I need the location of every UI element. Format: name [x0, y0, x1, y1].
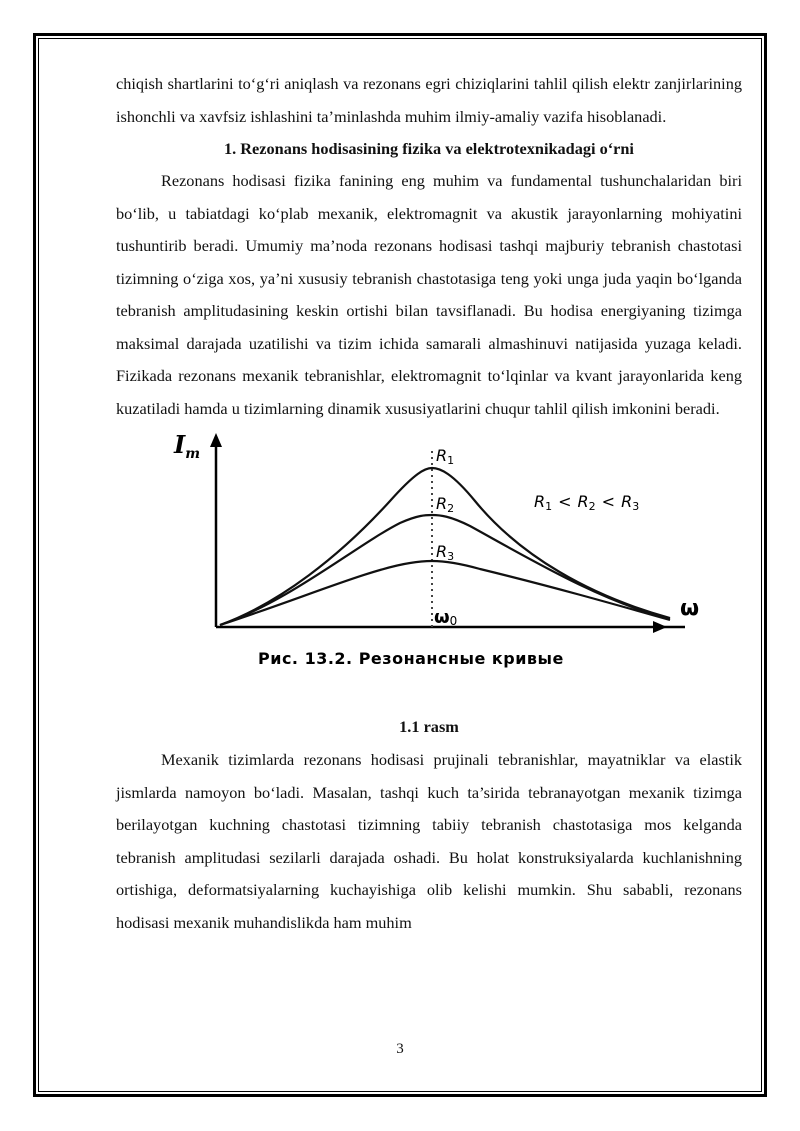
resonance-curves-diagram [170, 430, 700, 671]
figure-embedded-caption: Рис. 13.2. Резонансные кривые [258, 649, 564, 668]
page-content [116, 68, 742, 939]
curve-label-r3: R3 [436, 542, 455, 563]
x-axis-label: ω [680, 596, 700, 621]
resistance-relation: R1 < R2 < R3 [534, 492, 640, 513]
x-axis-arrow [653, 621, 667, 633]
page-number: 3 [396, 1041, 404, 1057]
paragraph-2: Rezonans hodisasi fizika fanining eng muhim va fundamental tushunchalaridan biri bo‘lib, u tabiatdagi ko‘plab mexanik, elektromagnit va akustik jarayonlarning mohiyatini tushuntirib beradi. Umumiy ma’noda rezonans hodisasi tashqi majburiy tebranish chastotasi tizimning o‘ziga xos, ya’ni xususiy tebranish chastotasiga teng yoki unga juda yaqin bo‘lganda tebranish amplitudasining keskin ortishi bilan tavsiflanadi. Bu hodisa energiyaning tizimga maksimal darajada uzatilishi va tizim ichida samarali almashinuvi natijasida yuzaga keladi. Fizikada rezonans mexanik tebranishlar, elektromagnit to‘lqinlar va kvant jarayonlarida keng kuzatiladi hamda u tizimlarning dinamik xususiyatlarini chuqur tahlil qilish imkonini beradi. [116, 171, 742, 418]
paragraph-1: chiqish shartlarini to‘g‘ri aniqlash va rezonans egri chiziqlarini tahlil qilish elektr zanjirlarining ishonchli va xavfsiz ishlashini ta’minlashda muhim ilmiy-amaliy vazifa hisoblanadi. [116, 74, 742, 126]
y-axis-label: $I_m$ [174, 430, 201, 462]
curve-label-r2: R2 [436, 494, 455, 515]
y-axis-arrow [210, 433, 222, 447]
curve-label-r1: R1 [436, 446, 455, 467]
figure-caption: 1.1 rasm [399, 717, 459, 736]
paragraph-3: Mexanik tizimlarda rezonans hodisasi prujinali tebranishlar, mayatniklar va elastik jismlarda namoyon bo‘ladi. Masalan, tashqi kuch ta’sirida tebranayotgan mexanik tizimga berilayotgan kuchning chastotasi tizimning tabiiy tebranish chastotasiga mos kelganda tebranish amplitudasi sezilarli darajada oshadi. Bu holat konstruksiyalarda kuchlanishning ortishiga, deformatsiyalarning kuchayishiga olib kelishi mumkin. Shu sababli, rezonans hodisasi mexanik muhandislikda ham muhim [116, 750, 742, 932]
resonance-figure [116, 431, 742, 713]
section-heading: 1. Rezonans hodisasining fizika va elektrotexnikadagi o‘rni [224, 139, 634, 158]
resonance-frequency-label: ω0 [434, 607, 458, 628]
